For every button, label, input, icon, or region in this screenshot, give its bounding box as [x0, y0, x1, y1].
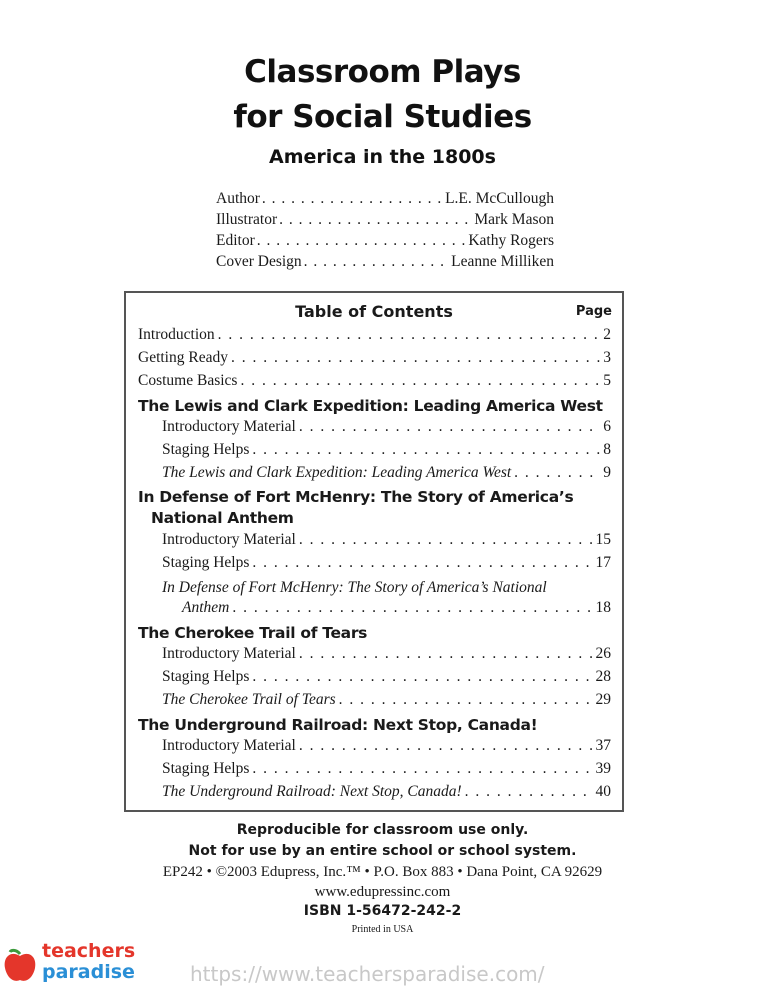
- logo-text-teachers: teachers: [42, 940, 136, 962]
- logo-text-paradise: paradise: [42, 961, 135, 983]
- toc-entries: [138, 326, 611, 806]
- toc-entry-introduction[interactable]: [138, 326, 611, 349]
- credit-row: [216, 232, 554, 253]
- toc-page-number: 26: [595, 645, 611, 662]
- credit-row: [216, 253, 554, 274]
- publisher-website[interactable]: www.edupressinc.com: [314, 884, 451, 900]
- toc-entry[interactable]: [138, 737, 611, 760]
- leader-dots: [299, 737, 593, 755]
- toc-page-number: 29: [595, 691, 611, 708]
- toc-entry[interactable]: [138, 691, 611, 714]
- leader-dots: [465, 783, 593, 801]
- credit-role: Illustrator: [216, 211, 278, 228]
- credit-row: [216, 190, 554, 211]
- toc-page-number: 40: [595, 783, 611, 800]
- toc-page-number: 9: [603, 464, 611, 481]
- toc-page-number: 2: [603, 326, 611, 343]
- toc-entry-label: Introduction: [138, 326, 215, 343]
- toc-page-number: 17: [595, 554, 611, 571]
- toc-entry-getting-ready[interactable]: [138, 349, 611, 372]
- toc-page-number: 8: [603, 441, 611, 458]
- toc-entry[interactable]: [138, 760, 611, 783]
- toc-entry-label: The Lewis and Clark Expedition: Leading America West: [162, 464, 512, 481]
- toc-entry-label: Introductory Material: [162, 531, 296, 548]
- toc-page-number: 3: [603, 349, 611, 366]
- leader-dots: [514, 464, 600, 482]
- leader-dots: [257, 232, 467, 250]
- credit-role: Author: [216, 190, 260, 207]
- toc-entry[interactable]: [138, 464, 611, 487]
- title-line-2: for Social Studies: [233, 99, 532, 135]
- table-of-contents: [124, 291, 624, 812]
- leader-dots: [299, 418, 600, 436]
- apple-icon: [2, 944, 38, 984]
- toc-heading: Table of Contents: [295, 302, 453, 321]
- toc-entry[interactable]: [138, 645, 611, 668]
- title-line-1: Classroom Plays: [244, 54, 521, 90]
- leader-dots: [252, 668, 592, 686]
- leader-dots: [252, 760, 592, 778]
- toc-entry-label: The Underground Railroad: Next Stop, Canada!: [162, 783, 462, 800]
- leader-dots: [262, 190, 443, 208]
- toc-entry-label: Costume Basics: [138, 372, 238, 389]
- leader-dots: [252, 441, 600, 459]
- toc-entry[interactable]: [138, 441, 611, 464]
- credit-name: Mark Mason: [474, 211, 554, 228]
- toc-page-label: Page: [575, 304, 612, 319]
- publisher-info: EP242 • ©2003 Edupress, Inc.™ • P.O. Box 883 • Dana Point, CA 92629: [162, 864, 603, 880]
- reproducible-notice: Reproducible for classroom use only.: [236, 822, 529, 838]
- leader-dots: [252, 554, 592, 572]
- credit-role: Cover Design: [216, 253, 302, 270]
- toc-entry[interactable]: [138, 599, 611, 622]
- toc-page-number: 15: [595, 531, 611, 548]
- toc-section-title: The Lewis and Clark Expedition: Leading America West: [138, 397, 603, 415]
- credit-name: Kathy Rogers: [468, 232, 554, 249]
- printed-in: Printed in USA: [351, 924, 414, 935]
- leader-dots: [232, 599, 592, 617]
- toc-entry[interactable]: [138, 418, 611, 441]
- toc-page-number: 18: [595, 599, 611, 616]
- toc-entry[interactable]: [138, 531, 611, 554]
- toc-entry-label: Staging Helps: [162, 554, 250, 571]
- toc-entry-costume-basics[interactable]: [138, 372, 611, 395]
- toc-entry[interactable]: [138, 668, 611, 691]
- credits-list: [216, 190, 554, 274]
- credit-row: [216, 211, 554, 232]
- subtitle: America in the 1800s: [269, 146, 496, 168]
- credit-name: Leanne Milliken: [451, 253, 554, 270]
- toc-section-title: The Underground Railroad: Next Stop, Canada!: [138, 716, 538, 734]
- toc-page-number: 5: [603, 372, 611, 389]
- usage-restriction: Not for use by an entire school or school system.: [188, 843, 577, 859]
- toc-entry-label: Staging Helps: [162, 668, 250, 685]
- leader-dots: [218, 326, 601, 344]
- toc-entry[interactable]: [138, 554, 611, 577]
- isbn: ISBN 1-56472-242-2: [303, 903, 462, 919]
- leader-dots: [304, 253, 449, 271]
- credit-role: Editor: [216, 232, 255, 249]
- toc-entry-label-continued: Anthem: [182, 599, 230, 616]
- leader-dots: [279, 211, 472, 229]
- toc-entry-label: Staging Helps: [162, 441, 250, 458]
- leader-dots: [240, 372, 600, 390]
- toc-entry-label: The Cherokee Trail of Tears: [162, 691, 336, 708]
- toc-entry-label: Staging Helps: [162, 760, 250, 777]
- leader-dots: [231, 349, 600, 367]
- toc-entry-label: Introductory Material: [162, 418, 296, 435]
- toc-page-number: 37: [595, 737, 611, 754]
- toc-entry-label[interactable]: In Defense of Fort McHenry: The Story of America’s National: [162, 579, 547, 596]
- toc-page-number: 28: [595, 668, 611, 685]
- toc-page-number: 6: [603, 418, 611, 435]
- credit-name: L.E. McCullough: [445, 190, 554, 207]
- leader-dots: [339, 691, 593, 709]
- toc-page-number: 39: [595, 760, 611, 777]
- leader-dots: [299, 531, 593, 549]
- leader-dots: [299, 645, 593, 663]
- watermark-url[interactable]: https://www.teachersparadise.com/: [190, 962, 545, 986]
- toc-entry-label: Introductory Material: [162, 645, 296, 662]
- toc-entry-label: Getting Ready: [138, 349, 228, 366]
- toc-section-title: In Defense of Fort McHenry: The Story of America’s National Anthem: [138, 488, 574, 527]
- toc-section-title: The Cherokee Trail of Tears: [138, 624, 368, 642]
- toc-entry[interactable]: [138, 783, 611, 806]
- toc-entry-label: Introductory Material: [162, 737, 296, 754]
- teachers-paradise-logo: [2, 940, 162, 988]
